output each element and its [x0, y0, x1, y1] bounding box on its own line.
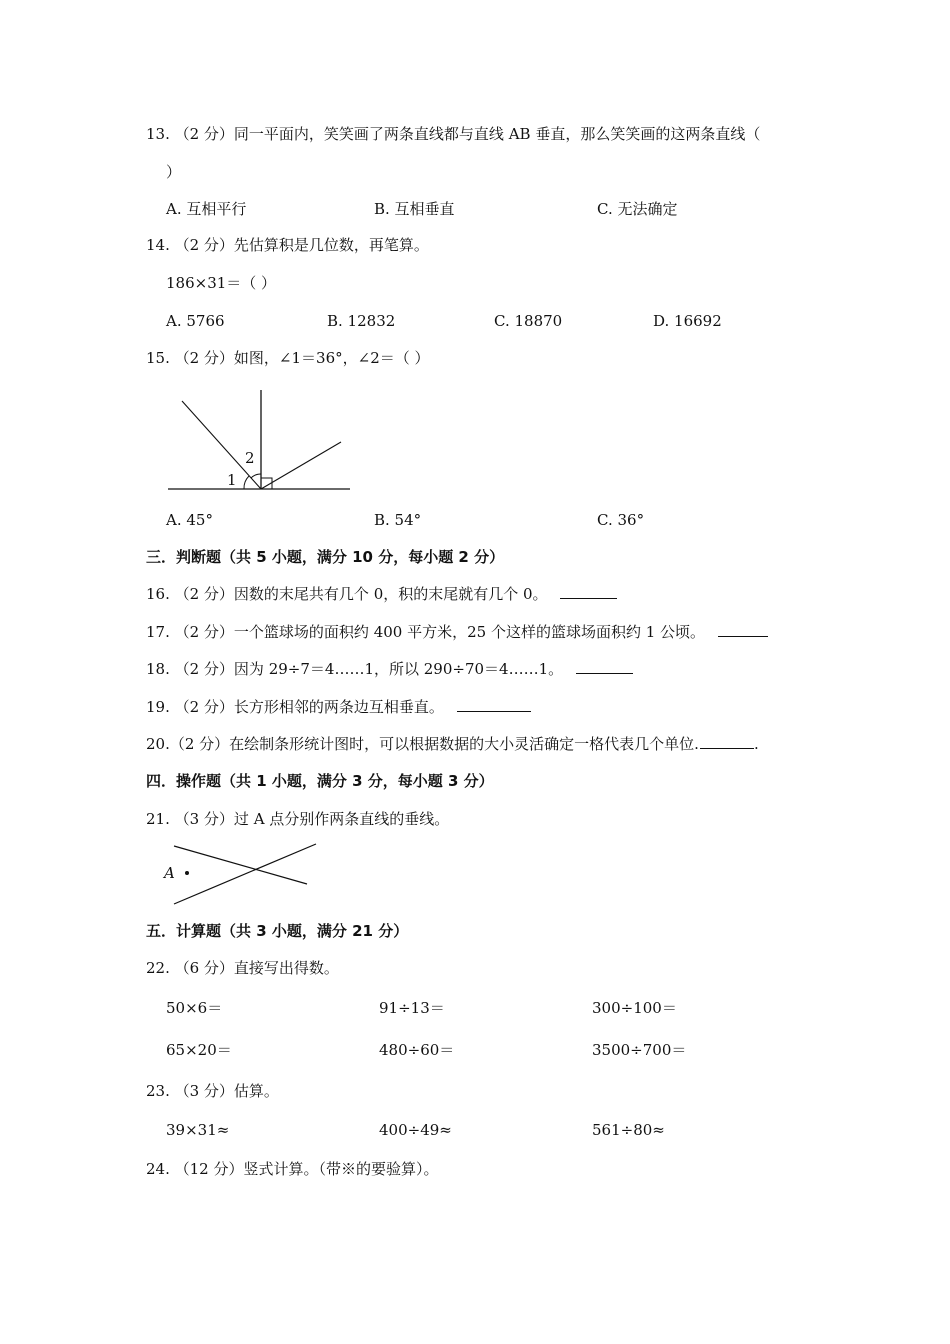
q17-statement: 17. （2 分）一个篮球场的面积约 400 平方米，25 个这样的篮球场面积约 1 公顷。: [146, 623, 706, 641]
angle2-arc: [251, 474, 261, 478]
q15-option-a[interactable]: A. 45°: [166, 511, 213, 529]
q16-statement: 16. （2 分）因数的末尾共有几个 0，积的末尾就有几个 0。: [146, 585, 548, 603]
point-a-label: A: [164, 864, 175, 882]
q20-statement: 20.（2 分）在绘制条形统计图时，可以根据数据的大小灵活确定一格代表几个单位.: [146, 735, 699, 753]
q14-option-a[interactable]: A. 5766: [166, 312, 225, 330]
angle2-label: 2: [245, 449, 255, 467]
q17-answer-blank[interactable]: [718, 622, 768, 637]
q20-end-period: .: [753, 735, 759, 753]
q23-item: 561÷80≈: [592, 1121, 665, 1139]
q22-item: 480÷60＝: [379, 1041, 455, 1059]
q19-text: [146, 697, 531, 717]
q18-text: [146, 659, 633, 679]
q22-item: 3500÷700＝: [592, 1041, 687, 1059]
q15-text: 15. （2 分）如图，∠1＝36°，∠2＝（ ）: [146, 349, 430, 367]
left-ray: [182, 401, 261, 489]
q22-item: 50×6＝: [166, 999, 223, 1017]
section5-heading: 五．计算题（共 3 小题，满分 21 分）: [146, 922, 409, 940]
angle1-arc: [244, 476, 249, 489]
q22-text: 22. （6 分）直接写出得数。: [146, 959, 339, 977]
q23-text: 23. （3 分）估算。: [146, 1082, 279, 1100]
q23-item: 39×31≈: [166, 1121, 230, 1139]
q13-option-a[interactable]: A. 互相平行: [166, 200, 247, 218]
q14-option-b[interactable]: B. 12832: [327, 312, 396, 330]
q24-text: 24. （12 分）竖式计算。（带※的要验算）。: [146, 1160, 439, 1178]
section4-heading: 四．操作题（共 1 小题，满分 3 分，每小题 3 分）: [146, 772, 494, 790]
q18-answer-blank[interactable]: [576, 659, 633, 674]
q17-text: [146, 622, 768, 642]
q16-text: [146, 584, 617, 604]
q15-option-c[interactable]: C. 36°: [597, 511, 645, 529]
right-ray: [261, 442, 341, 489]
point-a: [185, 871, 189, 875]
q22-item: 300÷100＝: [592, 999, 677, 1017]
q13-option-b[interactable]: B. 互相垂直: [374, 200, 455, 218]
q13-text: 13. （2 分）同一平面内，笑笑画了两条直线都与直线 AB 垂直，那么笑笑画的这两条直线（: [146, 125, 761, 143]
q13-option-c[interactable]: C. 无法确定: [597, 200, 678, 218]
q13-text-cont: ）: [166, 163, 182, 181]
q16-answer-blank[interactable]: [560, 584, 617, 599]
q22-item: 65×20＝: [166, 1041, 232, 1059]
angle1-label: 1: [227, 471, 237, 489]
q14-text: 14. （2 分）先估算积是几位数，再笔算。: [146, 236, 429, 254]
q19-answer-blank[interactable]: [457, 697, 531, 712]
q23-item: 400÷49≈: [379, 1121, 452, 1139]
q18-statement: 18. （2 分）因为 29÷7＝4……1，所以 290÷70＝4……1。: [146, 660, 564, 678]
q15-option-b[interactable]: B. 54°: [374, 511, 422, 529]
q14-option-d[interactable]: D. 16692: [653, 312, 722, 330]
q20-answer-blank[interactable]: [700, 734, 754, 749]
q15-angle-figure: [160, 385, 360, 495]
q19-statement: 19. （2 分）长方形相邻的两条边互相垂直。: [146, 698, 444, 716]
line-one: [174, 846, 307, 884]
q21-intersecting-lines-figure: [160, 838, 330, 910]
q22-item: 91÷13＝: [379, 999, 445, 1017]
q14-option-c[interactable]: C. 18870: [494, 312, 563, 330]
q21-text: 21. （3 分）过 A 点分别作两条直线的垂线。: [146, 810, 450, 828]
line-two: [174, 844, 316, 904]
q14-expression: 186×31＝（ ）: [166, 274, 277, 292]
section3-heading: 三．判断题（共 5 小题，满分 10 分，每小题 2 分）: [146, 548, 505, 566]
q20-text: [146, 734, 759, 754]
